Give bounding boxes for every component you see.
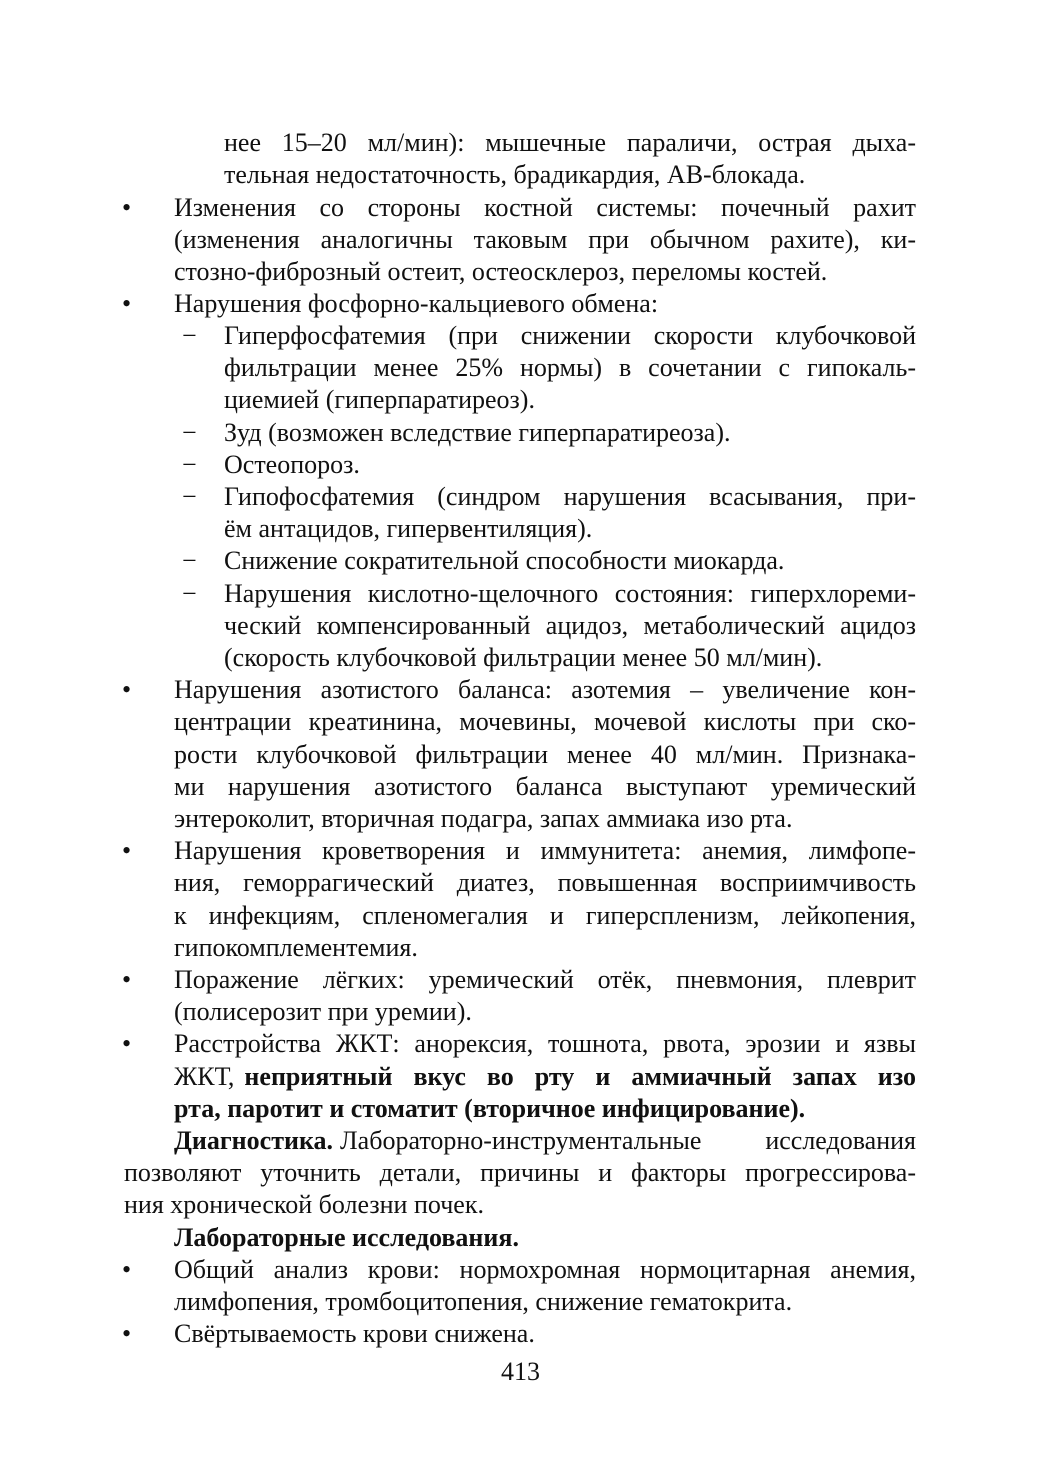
sublist-item: Остеопороз. [224, 450, 360, 479]
heading-diagnostics: Диагностика. [174, 1126, 334, 1155]
text-line: ния хронической болезни почек. [124, 1190, 484, 1219]
text-segment: ЖКТ, [174, 1062, 235, 1091]
dash-marker: − [182, 321, 197, 350]
bold-text-segment: Лабораторные исследования. [174, 1223, 519, 1252]
bullet-marker: • [122, 193, 132, 222]
text-line: ческий компенсированный ацидоз, метаболический ацидоз [224, 611, 916, 640]
text-line: циемией (гиперпаратиреоз). [224, 385, 535, 414]
list-item-gi-tract: Расстройства ЖКТ: анорексия, тошнота, рвота, эрозии и язвы [174, 1029, 916, 1058]
dash-marker: − [182, 450, 197, 479]
text-line: нее 15–20 мл/мин): мышечные параличи, острая дыха- [224, 128, 916, 157]
text-line: центрации креатинина, мочевины, мочевой кислоты при ско- [174, 707, 916, 736]
sublist-item: Гиперфосфатемия (при снижении скорости клубочковой [224, 321, 916, 350]
text-line [174, 1093, 805, 1125]
bullet-marker: • [122, 289, 132, 318]
dash-marker: − [182, 482, 197, 511]
text-line [174, 1061, 916, 1093]
bullet-marker: • [122, 965, 132, 994]
sublist-item: Снижение сократительной способности миокарда. [224, 546, 785, 575]
text-line: позволяют уточнить детали, причины и факторы прогрессирова- [124, 1158, 916, 1187]
dash-marker: − [182, 579, 197, 608]
text-segment: Лабораторно-инструментальные исследования [340, 1126, 916, 1155]
bullet-marker: • [122, 836, 132, 865]
bullet-marker: • [122, 1319, 132, 1348]
bullet-marker: • [122, 675, 132, 704]
bullet-marker: • [122, 1255, 132, 1284]
sublist-item: Нарушения кислотно-щелочного состояния: гиперхлореми- [224, 579, 916, 608]
list-item-hematopoiesis: Нарушения кроветворения и иммунитета: анемия, лимфопе- [174, 836, 916, 865]
text-line: к инфекциям, спленомегалия и гиперспленизм, лейкопения, [174, 901, 916, 930]
text-line: гипокомплементемия. [174, 933, 418, 962]
list-item-nitrogen-balance: Нарушения азотистого баланса: азотемия – увеличение кон- [174, 675, 916, 704]
dash-marker: − [182, 546, 197, 575]
text-line: ём антацидов, гипервентиляция). [224, 514, 593, 543]
text-line: (изменения аналогичны таковым при обычном рахите), ки- [174, 225, 916, 254]
sublist-item: Зуд (возможен вследствие гиперпаратиреоза). [224, 418, 731, 447]
text-line: ния, геморрагический диатез, повышенная восприимчивость [174, 868, 916, 897]
text-line: фильтрации менее 25% нормы) в сочетании с гипокаль- [224, 353, 916, 382]
list-item-blood-test: Общий анализ крови: нормохромная нормоцитарная анемия, [174, 1255, 916, 1284]
bold-text-segment: неприятный вкус во рту и аммиачный запах изо [244, 1062, 916, 1091]
list-item-bone-changes: Изменения со стороны костной системы: почечный рахит [174, 193, 916, 222]
text-line: рости клубочковой фильтрации менее 40 мл/мин. Признака- [174, 740, 916, 769]
text-line: энтероколит, вторичная подагра, запах аммиака изо рта. [174, 804, 793, 833]
text-line: лимфопения, тромбоцитопения, снижение гематокрита. [174, 1287, 793, 1316]
sublist-item: Гипофосфатемия (синдром нарушения всасывания, при- [224, 482, 916, 511]
list-item-phosphorus-calcium: Нарушения фосфорно-кальциевого обмена: [174, 289, 659, 318]
page-number: 413 [501, 1357, 540, 1386]
list-item-lungs: Поражение лёгких: уремический отёк, пневмония, плеврит [174, 965, 916, 994]
bold-text-segment: рта, паротит и стоматит (вторичное инфицирование). [174, 1094, 806, 1123]
text-line: стозно-фиброзный остеит, остеосклероз, переломы костей. [174, 257, 828, 286]
text-line: ми нарушения азотистого баланса выступают уремический [174, 772, 916, 801]
text-line: (скорость клубочковой фильтрации менее 50 мл/мин). [224, 643, 823, 672]
bullet-marker: • [122, 1029, 132, 1058]
list-item-coagulation: Свёртываемость крови снижена. [174, 1319, 535, 1348]
text-line: (полисерозит при уремии). [174, 997, 472, 1026]
text-line: тельная недостаточность, брадикардия, АВ-блокада. [224, 160, 806, 189]
paragraph-diagnostics [174, 1125, 916, 1157]
heading-lab-studies [174, 1222, 519, 1254]
dash-marker: − [182, 418, 197, 447]
